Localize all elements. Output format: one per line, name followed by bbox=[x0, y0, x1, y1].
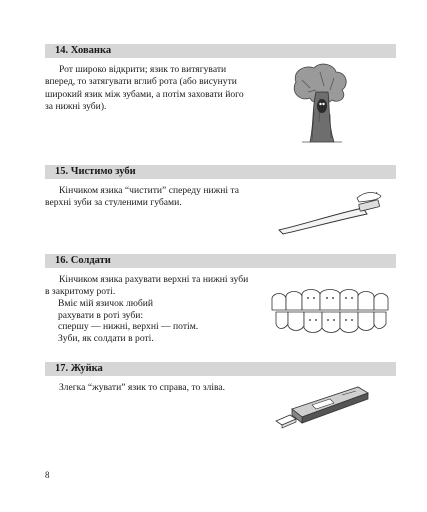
rhyme-line: рахувати в роті зуби: bbox=[58, 309, 144, 321]
exercise-text: Рот широко відкрити; язик то витягувати вперед, то затягувати вглиб рота (або висунути широкий язик між зубами, а потім заховати його за нижні зуби). bbox=[45, 64, 244, 112]
exercise-16 bbox=[45, 254, 396, 268]
exercise-title: 16. Солдати bbox=[45, 254, 396, 268]
rhyme-line: Зуби, як солдати в роті. bbox=[58, 333, 154, 345]
exercise-text: Кінчиком язика рахувати верхні та нижні зуби в закритому роті. bbox=[45, 274, 249, 298]
exercise-14 bbox=[45, 44, 396, 58]
page-number: 8 bbox=[45, 470, 50, 480]
toothbrush-illustration bbox=[275, 192, 385, 236]
rhyme-line: Вміє мій язичок любий bbox=[58, 298, 154, 309]
exercise-text: Злегка “жувати” язик то справа, то зліва. bbox=[59, 382, 226, 393]
teeth-soldiers-illustration bbox=[270, 288, 392, 334]
exercise-title: 15. Чистимо зуби bbox=[45, 165, 396, 179]
exercise-15 bbox=[45, 165, 396, 179]
tree-with-owl-illustration bbox=[290, 62, 350, 144]
exercise-title: 17. Жуйка bbox=[45, 362, 396, 376]
rhyme bbox=[58, 298, 198, 345]
exercise-title: 14. Хованка bbox=[45, 44, 396, 58]
exercise-17 bbox=[45, 362, 396, 376]
rhyme-line: спершу — нижні, верхні — потім. bbox=[58, 321, 199, 333]
chewing-gum-illustration bbox=[272, 383, 372, 431]
exercise-text: Кінчиком язика “чистити” спереду нижні та верхні зуби за стуленими губами. bbox=[45, 185, 240, 209]
